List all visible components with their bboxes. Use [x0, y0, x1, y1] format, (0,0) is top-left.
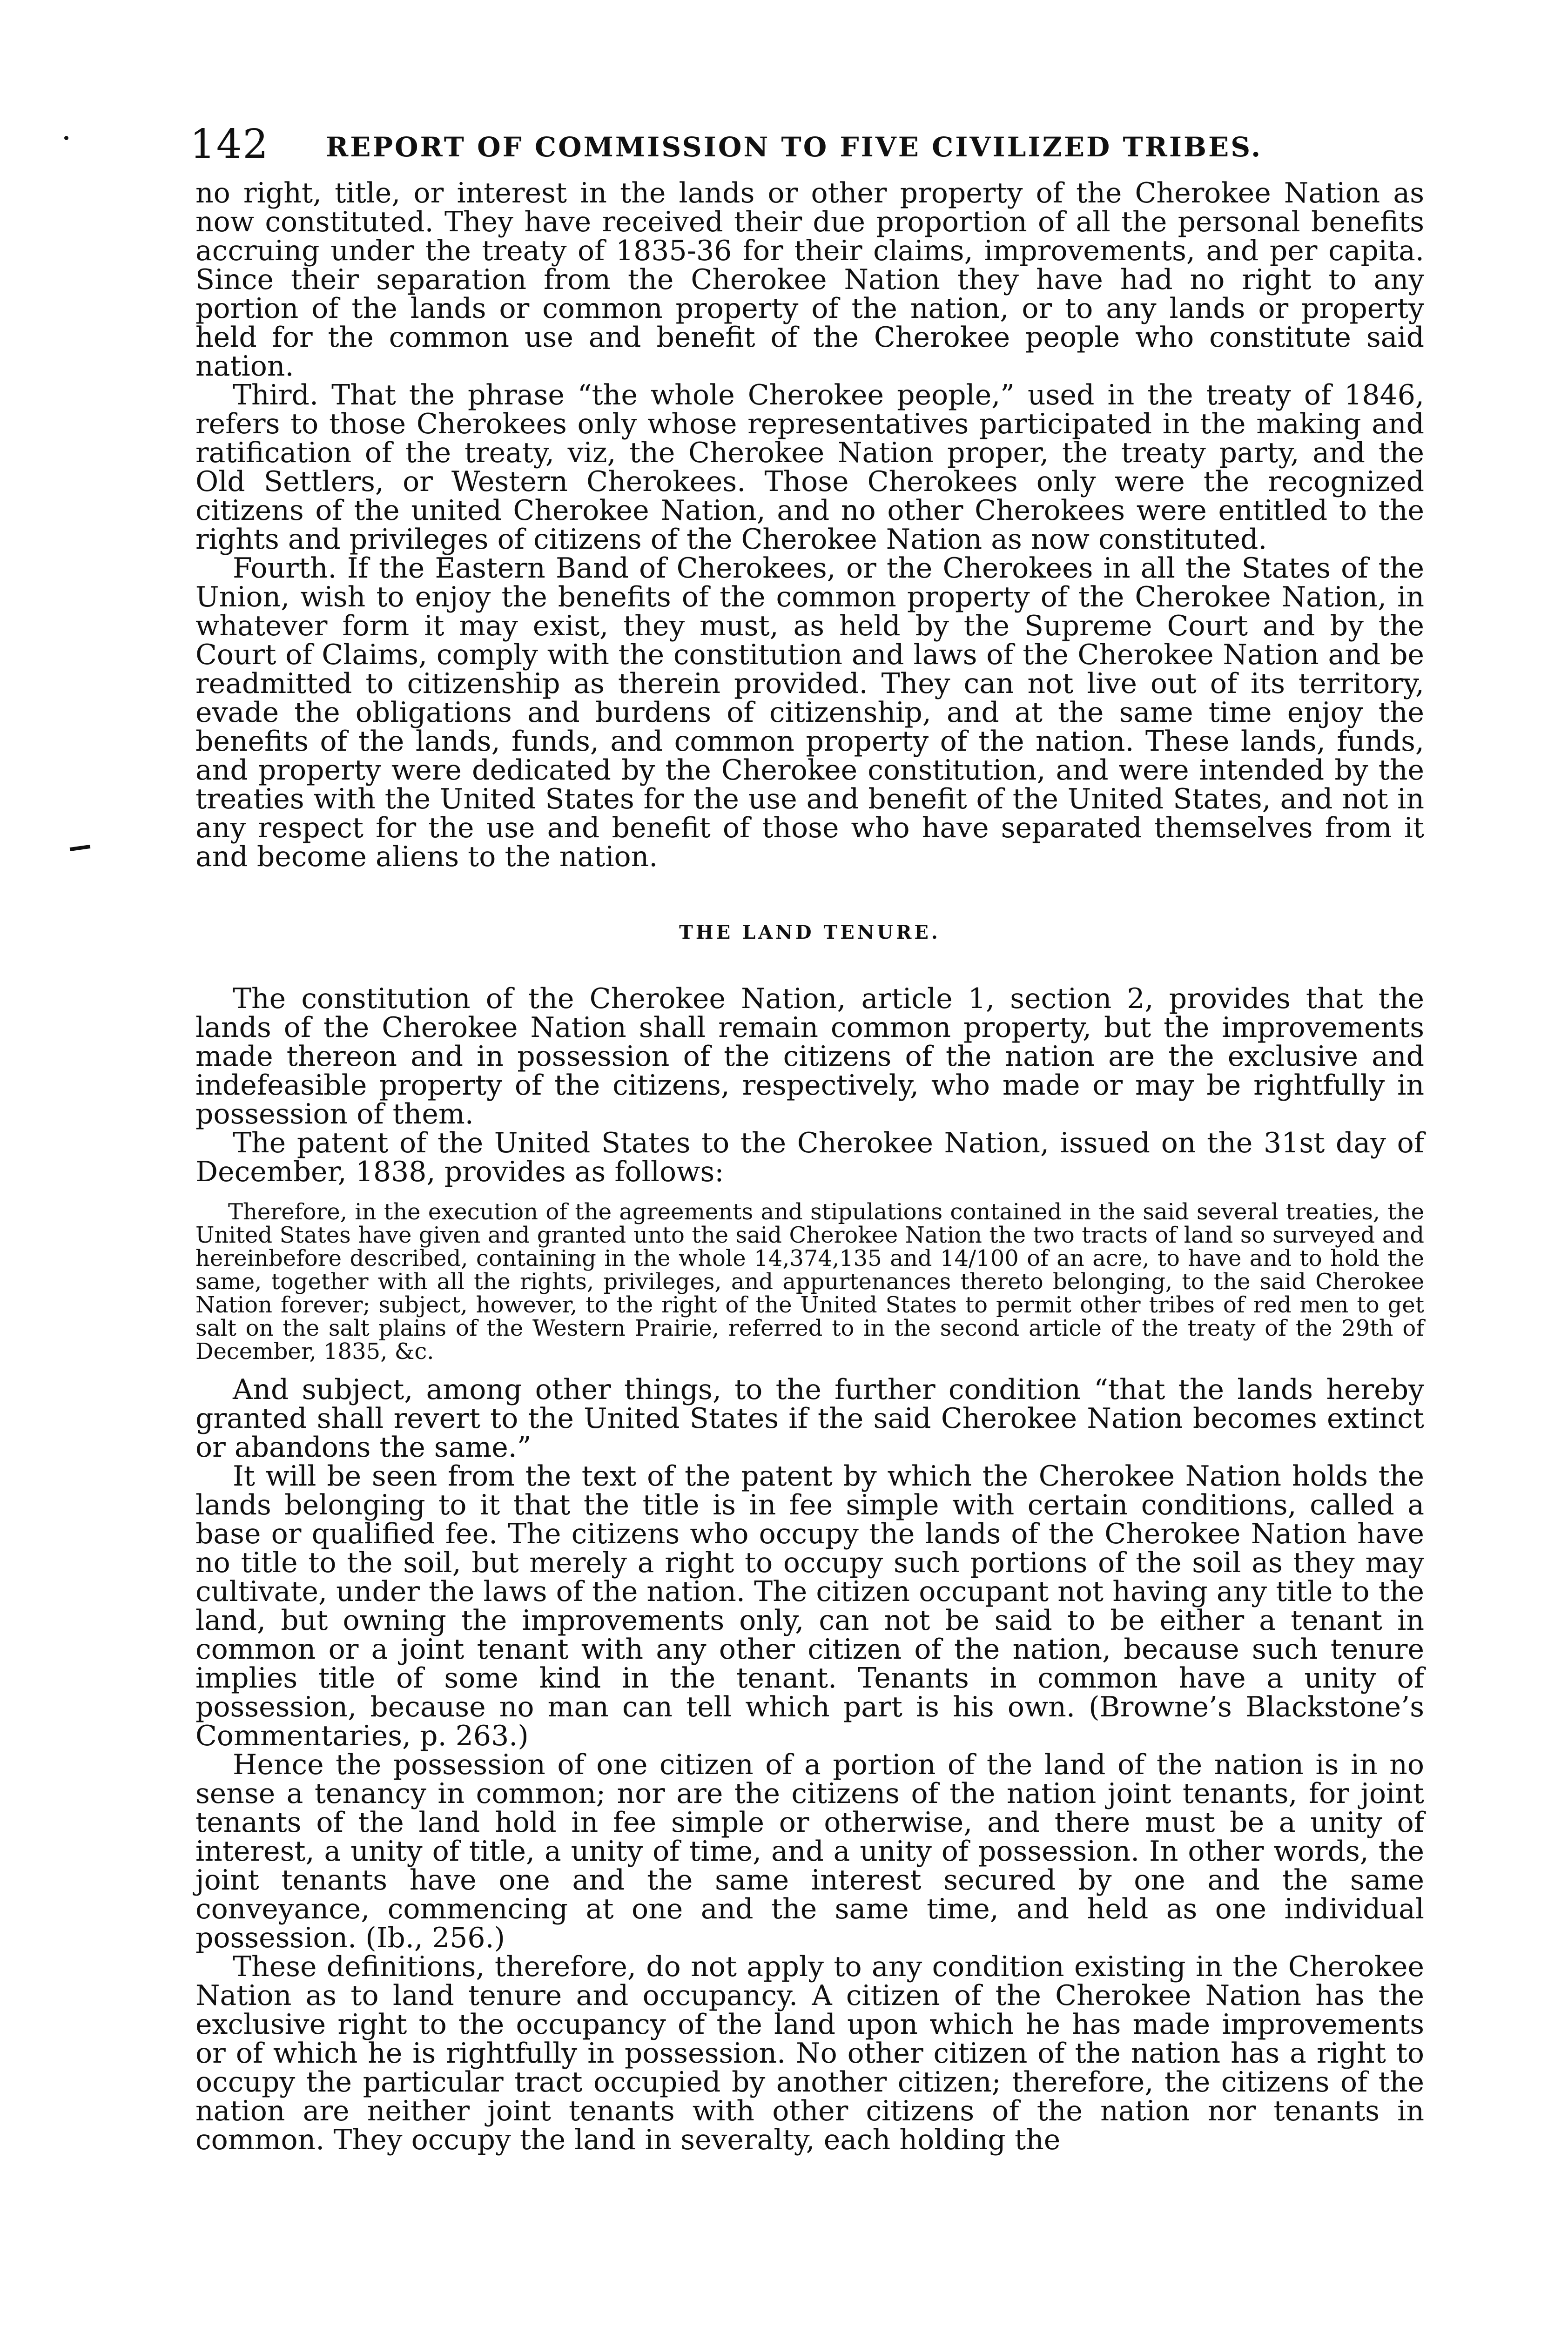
paragraph-constitution: The constitution of the Cherokee Nation, article 1, section 2, provides that the lands of the Cherokee Nation shall remain common property, but the improvements made thereon and in possession of the citizens of the nation are the exclusive and indefeasible property of the citizens, respectively, who made or may be rightfully in possession of them.	[195, 982, 1424, 1130]
page	[190, 121, 1424, 2156]
paragraph-joint-tenancy: Hence the possession of one citizen of a portion of the land of the nation is in no sense a tenancy in common; nor are the citizens of the nation joint tenants, for joint tenants of the land hold in fee simple or otherwise, and there must be a unity of interest, a unity of title, a unity of time, and a unity of possession. In other words, the joint tenants have one and the same interest secured by one and the same conveyance, commencing at one and the same time, and held as one individual possession. (Ib., 256.)	[195, 1749, 1424, 1954]
paragraph-fourth: Fourth. If the Eastern Band of Cherokees, or the Cherokees in all the States of the Union, wish to enjoy the benefits of the common property of the Cherokee Nation, in whatever form it may exist, they must, as held by the Supreme Court and by the Court of Claims, comply with the constitution and laws of the Cherokee Nation and be readmitted to citizenship as therein provided. They can not live out of its territory, evade the obligations and burdens of citizenship, and at the same time enjoy the benefits of the lands, funds, and common property of the nation. These lands, funds, and property were dedicated by the Cherokee constitution, and were intended by the treaties with the United States for the use and benefit of the United States, and not in any respect for the use and benefit of those who have separated themselves from it and become aliens to the nation.	[195, 552, 1424, 873]
paragraph-fee-simple: It will be seen from the text of the patent by which the Cherokee Nation holds the lands belonging to it that the title is in fee simple with certain conditions, called a base or qualified fee. The citizens who occupy the lands of the Cherokee Nation have no title to the soil, but merely a right to occupy such portions of the soil as they may cultivate, under the laws of the nation. The citizen occupant not having any title to the land, but owning the improvements only, can not be said to be either a tenant in common or a joint tenant with any other citizen of the nation, because such tenure implies title of some kind in the tenant. Tenants in common have a unity of possession, because no man can tell which part is his own. (Browne’s Blackstone’s Commentaries, p. 263.)	[195, 1460, 1424, 1752]
page-speck	[64, 136, 68, 140]
running-title: REPORT OF COMMISSION TO FIVE CIVILIZED TRIBES.	[326, 131, 1263, 163]
page-header	[190, 121, 1424, 172]
section-title: THE LAND TENURE.	[679, 921, 941, 943]
paragraph-continuation: no right, title, or interest in the lands or other property of the Cherokee Nation as now constituted. They have received their due proportion of all the personal benefits accruing under the treaty of 1835-36 for their claims, improvements, and per capita. Since their separation from the Cherokee Nation they have had no right to any portion of the lands or common property of the nation, or to any lands or property held for the common use and benefit of the Cherokee people who constitute said nation.	[195, 177, 1424, 383]
paragraph-patent: The patent of the United States to the Cherokee Nation, issued on the 31st day of December, 1838, provides as follows:	[195, 1127, 1424, 1188]
block-quote-patent: Therefore, in the execution of the agreements and stipulations contained in the said several treaties, the United States have given and granted unto the said Cherokee Nation the two tracts of land so surveyed and hereinbefore described, containing in the whole 14,374,135 and 14/100 of an acre, to have and to hold the same, together with all the rights, privileges, and appurtenances thereto belonging, to the said Cherokee Nation forever; subject, however, to the right of the United States to permit other tribes of red men to get salt on the salt plains of the Western Prairie, referred to in the second article of the treaty of the 29th of December, 1835, &c.	[195, 1199, 1424, 1365]
paragraph-occupancy: These definitions, therefore, do not apply to any condition existing in the Cherokee Nation as to land tenure and occupancy. A citizen of the Cherokee Nation has the exclusive right to the occupancy of the land upon which he has made improvements or of which he is rightfully in possession. No other citizen of the nation has a right to occupy the particular tract occupied by another citizen; therefore, the citizens of the nation are neither joint tenants with other citizens of the nation nor tenants in common. They occupy the land in severalty, each holding the	[195, 1950, 1424, 2156]
page-number: 142	[190, 121, 269, 168]
paragraph-condition: And subject, among other things, to the further condition “that the lands hereby granted shall revert to the United States if the said Cherokee Nation becomes extinct or abandons the same.”	[195, 1373, 1424, 1464]
margin-dash-mark	[70, 845, 91, 851]
paragraph-third: Third. That the phrase “the whole Cherokee people,” used in the treaty of 1846, refers to those Cherokees only whose representatives participated in the making and ratification of the treaty, viz, the Cherokee Nation proper, the treaty party, and the Old Settlers, or Western Cherokees. Those Cherokees only were the recognized citizens of the united Cherokee Nation, and no other Cherokees were entitled to the rights and privileges of citizens of the Cherokee Nation as now constituted.	[195, 379, 1424, 556]
